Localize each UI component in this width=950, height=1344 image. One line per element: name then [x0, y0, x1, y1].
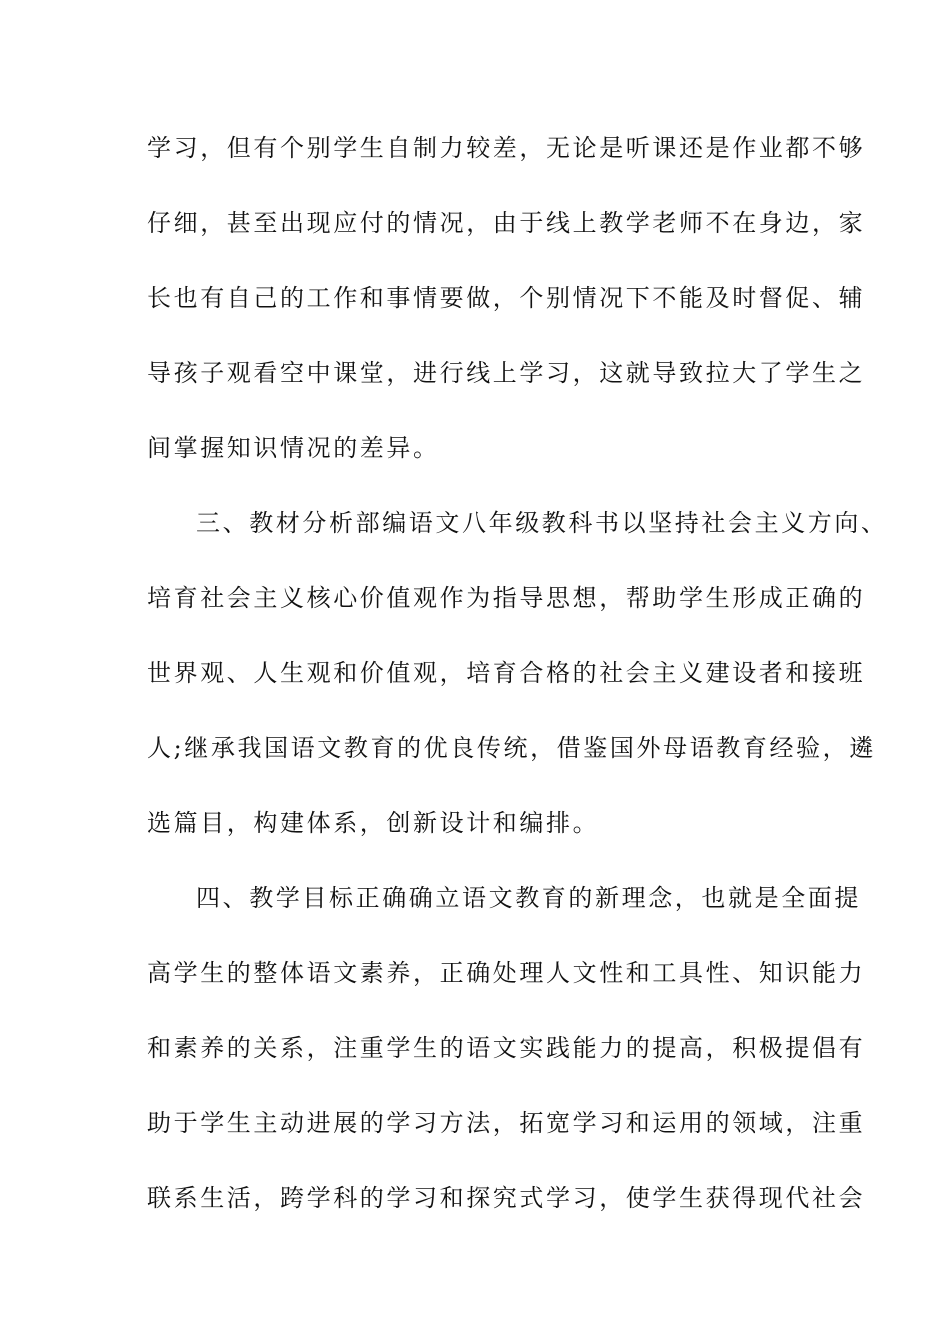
text-line: 高学生的整体语文素养，正确处理人文性和工具性、知识能力: [147, 959, 866, 987]
text-line: 助于学生主动进展的学习方法，拓宽学习和运用的领域，注重: [147, 1109, 866, 1137]
text-line: 和素养的关系，注重学生的语文实践能力的提高，积极提倡有: [147, 1034, 866, 1062]
text-line: 间掌握知识情况的差异。: [147, 434, 440, 462]
text-line: 学习，但有个别学生自制力较差，无论是听课还是作业都不够: [147, 134, 866, 162]
text-line: 联系生活，跨学科的学习和探究式学习，使学生获得现代社会: [147, 1184, 866, 1212]
text-line: 导孩子观看空中课堂，进行线上学习，这就导致拉大了学生之: [147, 359, 866, 387]
text-line: 三、教材分析部编语文八年级教科书以坚持社会主义方向、: [196, 509, 888, 537]
text-line: 选篇目，构建体系，创新设计和编排。: [147, 809, 600, 837]
text-line: 长也有自己的工作和事情要做，个别情况下不能及时督促、辅: [147, 284, 866, 312]
text-line: 世界观、人生观和价值观，培育合格的社会主义建设者和接班: [147, 659, 866, 687]
text-line: 培育社会主义核心价值观作为指导思想，帮助学生形成正确的: [147, 584, 866, 612]
text-line: 仔细，甚至出现应付的情况，由于线上教学老师不在身边，家: [147, 209, 866, 237]
text-line: 人;继承我国语文教育的优良传统，借鉴国外母语教育经验，遴: [147, 734, 876, 762]
text-line: 四、教学目标正确确立语文教育的新理念，也就是全面提: [196, 884, 861, 912]
